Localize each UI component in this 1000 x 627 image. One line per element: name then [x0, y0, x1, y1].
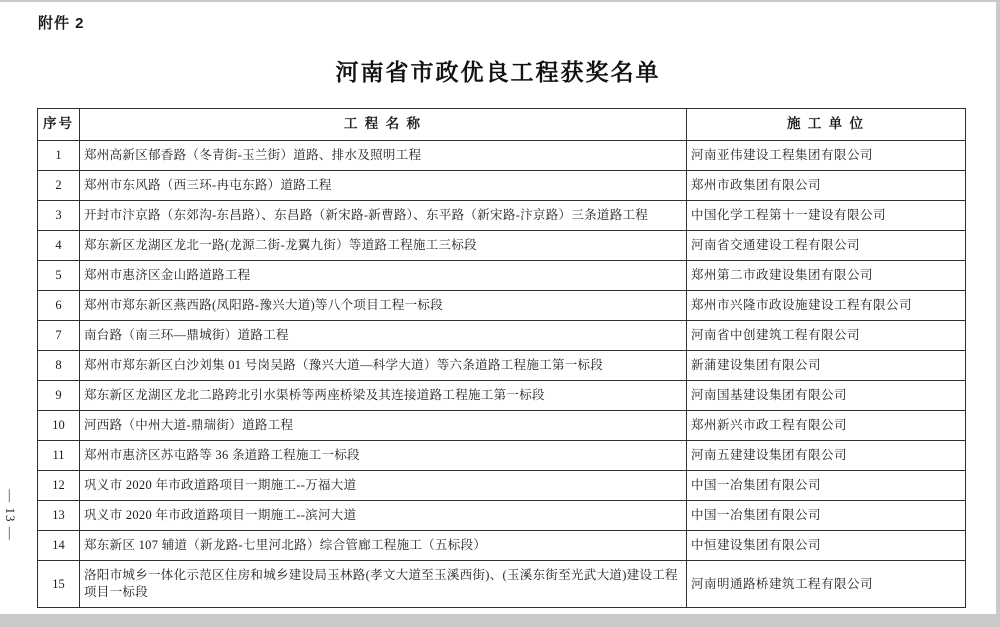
cell-project: 郑州市郑东新区燕西路(凤阳路-豫兴大道)等八个项目工程一标段 — [80, 291, 687, 321]
table-row — [38, 441, 966, 471]
cell-company: 新蒲建设集团有限公司 — [687, 351, 966, 381]
cell-company: 中国一冶集团有限公司 — [687, 471, 966, 501]
cell-company: 中恒建设集团有限公司 — [687, 531, 966, 561]
cell-project: 郑东新区龙湖区龙北一路(龙源二街-龙翼九街）等道路工程施工三标段 — [80, 231, 687, 261]
cell-company: 河南明通路桥建筑工程有限公司 — [687, 561, 966, 608]
cell-company: 郑州新兴市政工程有限公司 — [687, 411, 966, 441]
cell-no: 10 — [38, 411, 80, 441]
cell-no: 2 — [38, 171, 80, 201]
cell-company: 郑州市兴隆市政设施建设工程有限公司 — [687, 291, 966, 321]
header-cell-company: 施 工 单 位 — [687, 109, 966, 141]
table-header-row — [38, 109, 966, 141]
table-row — [38, 351, 966, 381]
cell-project: 洛阳市城乡一体化示范区住房和城乡建设局玉林路(孝文大道至玉溪西街)、(玉溪东街至光武大道)建设工程项目一标段 — [80, 561, 687, 608]
cell-company: 河南省中创建筑工程有限公司 — [687, 321, 966, 351]
cell-project: 巩义市 2020 年市政道路项目一期施工--万福大道 — [80, 471, 687, 501]
table-row — [38, 531, 966, 561]
table-row — [38, 381, 966, 411]
table-row — [38, 261, 966, 291]
cell-no: 4 — [38, 231, 80, 261]
cell-project: 开封市汴京路（东郊沟-东昌路）、东昌路（新宋路-新曹路）、东平路（新宋路-汴京路）三条道路工程 — [80, 201, 687, 231]
cell-project: 郑州市惠济区金山路道路工程 — [80, 261, 687, 291]
cell-no: 8 — [38, 351, 80, 381]
cell-project: 郑州高新区郁香路（冬青街-玉兰街）道路、排水及照明工程 — [80, 141, 687, 171]
cell-no: 11 — [38, 441, 80, 471]
table-row — [38, 561, 966, 608]
cell-project: 南台路（南三环—鼎城街）道路工程 — [80, 321, 687, 351]
cell-company: 郑州市政集团有限公司 — [687, 171, 966, 201]
cell-project: 郑州市惠济区苏屯路等 36 条道路工程施工一标段 — [80, 441, 687, 471]
table-row — [38, 321, 966, 351]
cell-project: 郑东新区 107 辅道（新龙路-七里河北路）综合管廊工程施工（五标段） — [80, 531, 687, 561]
cell-no: 12 — [38, 471, 80, 501]
attachment-label: 附件 2 — [38, 15, 85, 32]
cell-no: 15 — [38, 561, 80, 608]
table-row — [38, 471, 966, 501]
cell-no: 7 — [38, 321, 80, 351]
cell-no: 9 — [38, 381, 80, 411]
cell-company: 郑州第二市政建设集团有限公司 — [687, 261, 966, 291]
table-row — [38, 141, 966, 171]
cell-company: 河南五建建设集团有限公司 — [687, 441, 966, 471]
cell-no: 6 — [38, 291, 80, 321]
cell-project: 郑州市郑东新区白沙刘集 01 号岗吴路（豫兴大道—科学大道）等六条道路工程施工第一标段 — [80, 351, 687, 381]
table-row — [38, 291, 966, 321]
cell-project: 河西路（中州大道-鼎瑞街）道路工程 — [80, 411, 687, 441]
page-number-vertical: — 13 — — [3, 489, 18, 541]
cell-no: 14 — [38, 531, 80, 561]
cell-no: 13 — [38, 501, 80, 531]
cell-project: 郑东新区龙湖区龙北二路跨北引水渠桥等两座桥梁及其连接道路工程施工第一标段 — [80, 381, 687, 411]
cell-company: 河南亚伟建设工程集团有限公司 — [687, 141, 966, 171]
table-row — [38, 231, 966, 261]
awards-table — [37, 108, 966, 608]
cell-company: 河南国基建设集团有限公司 — [687, 381, 966, 411]
table-row — [38, 201, 966, 231]
table-body — [38, 141, 966, 608]
cell-no: 1 — [38, 141, 80, 171]
table-row — [38, 501, 966, 531]
header-cell-no: 序号 — [38, 109, 80, 141]
cell-project: 郑州市东风路（西三环-冉屯东路）道路工程 — [80, 171, 687, 201]
cell-company: 河南省交通建设工程有限公司 — [687, 231, 966, 261]
cell-project: 巩义市 2020 年市政道路项目一期施工--滨河大道 — [80, 501, 687, 531]
document-title: 河南省市政优良工程获奖名单 — [335, 59, 661, 85]
cell-company: 中国一冶集团有限公司 — [687, 501, 966, 531]
table-row — [38, 171, 966, 201]
cell-no: 5 — [38, 261, 80, 291]
cell-no: 3 — [38, 201, 80, 231]
document-page — [0, 2, 996, 614]
table-row — [38, 411, 966, 441]
header-cell-project: 工 程 名 称 — [80, 109, 687, 141]
cell-company: 中国化学工程第十一建设有限公司 — [687, 201, 966, 231]
